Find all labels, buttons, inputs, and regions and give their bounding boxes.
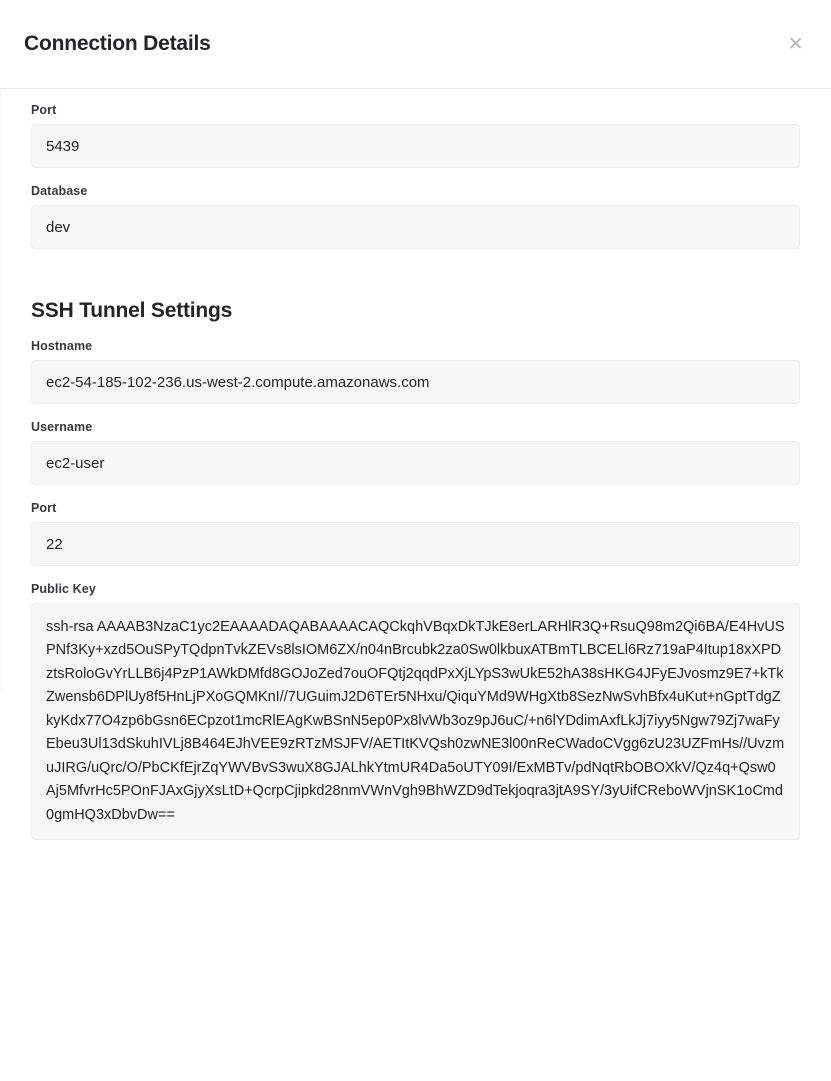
- field-port: [31, 103, 800, 168]
- field-label-public-key: Public Key: [31, 582, 96, 596]
- field-label-ssh-hostname: Hostname: [31, 339, 93, 353]
- field-label-database: Database: [31, 184, 88, 198]
- ssh-tunnel-settings-heading: SSH Tunnel Settings: [31, 299, 233, 322]
- field-database: [31, 184, 800, 249]
- ssh-port-input[interactable]: 22: [31, 522, 800, 566]
- public-key-value[interactable]: ssh-rsa AAAAB3NzaC1yc2EAAAADAQABAAAACAQCkqhVBqxDkTJkE8erLARHlR3Q+RsuQ98m2Qi6BA/E4HvUSPNf3Ky+xzd5OuSPyTQdpnTvkZEVs8lsIOM6ZX/n04nBrcubk2za0Sw0lkbuxATBmTLBCELl6Rz719aP4Itup18xXPDztsRoloGvYrLLB6j4PzP1AWkDMfd8GOJoZed7ouOFQtj2qqdPxXjLYpS3wUkE52hA38sHKG4JFyEJvosmz9E7+kTkZwensb6DPlUy8f5HnLjPXoGQMKnI//7UGuimJ2D6TEr5NHxu/QiquYMd9WHgXtb8SezNwSvhBfx4uKut+nGptTdgZkyKdx77O4zp6bGsn6ECpzot1mcRlEAgKwBSnN5ep0Px8lvWb3oz9pJ6uC/+n6lYDdimAxfLkJj7iyy5Ngw79Zj7waFyEbeu3Ul13dSkuhIVLj8B464EJhVEE9zRTzMSJFV/AETItKVQsh0zwNE3l00nReCWadoCVgg6zU23UZFmHs//UvzmuJIRG/uQrc/O/PbCKfEjrZqYWVBvS3wuX8GJALhkYtmUR4Da5oUTY09I/ExMBTv/pdNqtRbOBOXkV/Qz4q+Qsw0Aj5MfvrHc5POnFJAxGjyXsLtD+QcrpCjipkd28nmVWnVgh9BhWZD9dTekjoqra3jtA9SY/3yUifCReboWVjnSK1oCmd0gmHQ3xDbvDw==: [31, 603, 800, 840]
- modal-body: [0, 103, 831, 840]
- page-title: Connection Details: [24, 32, 211, 55]
- ssh-hostname-input[interactable]: ec2-54-185-102-236.us-west-2.compute.amazonaws.com: [31, 360, 800, 404]
- field-label-ssh-username: Username: [31, 420, 93, 434]
- field-ssh-hostname: [31, 339, 800, 404]
- field-label-port: Port: [31, 103, 57, 117]
- field-label-ssh-port: Port: [31, 501, 57, 515]
- database-input[interactable]: dev: [31, 205, 800, 249]
- field-ssh-username: [31, 420, 800, 485]
- port-input[interactable]: 5439: [31, 124, 800, 168]
- close-icon[interactable]: ×: [782, 28, 809, 61]
- modal-header: [0, 0, 831, 89]
- field-public-key: [31, 582, 800, 840]
- field-ssh-port: [31, 501, 800, 566]
- ssh-username-input[interactable]: ec2-user: [31, 441, 800, 485]
